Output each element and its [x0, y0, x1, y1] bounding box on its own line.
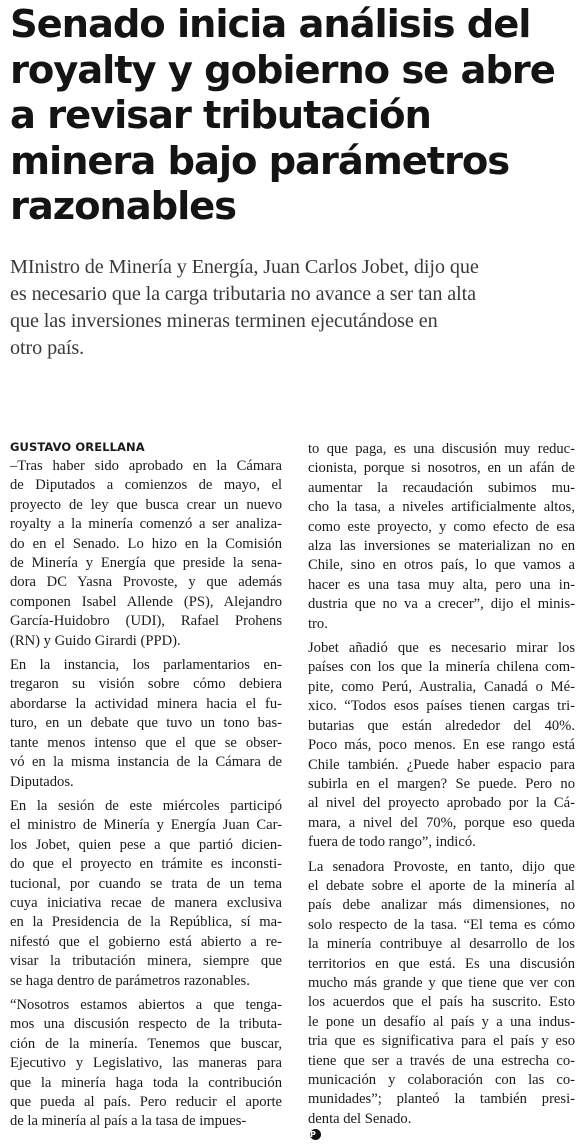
headline-line: a revisar tributación: [10, 93, 431, 138]
body-line: mos una discusión respecto de la tributa-: [10, 1016, 282, 1033]
body-line: cho la tasa, a niveles artificialmente altos,: [308, 499, 575, 516]
body-line: alza las inversiones se materializan no en: [308, 538, 575, 555]
body-line: vó en la misma instancia de la Cámara de: [10, 754, 282, 771]
body-paragraph: [10, 656, 282, 792]
body-paragraph: [308, 440, 575, 634]
body-line: que pueda al país. Pero reducir el aporte: [10, 1094, 282, 1110]
lead-line: que las inversiones mineras terminen ejecutándose en: [10, 309, 438, 332]
body-line: En la instancia, los parlamentarios en-: [10, 657, 282, 674]
body-line: tro.: [308, 615, 328, 632]
body-line: el ministro de Minería y Energía Juan Car-: [10, 817, 282, 834]
body-line: visar la tributación minera, siempre que: [10, 953, 282, 970]
body-line: de Diputados a comienzos de mayo, el: [10, 477, 282, 494]
body-line: que la minería haga toda la contribución: [10, 1074, 282, 1091]
byline: GUSTAVO ORELLANA: [10, 440, 145, 454]
body-paragraph: [308, 858, 575, 1141]
body-paragraph: [10, 457, 282, 651]
lead-line: otro país.: [10, 336, 85, 359]
body-line: nifestó que el gobierno está abierto a re-: [10, 933, 282, 950]
body-line: dora DC Yasna Provoste, y que además: [10, 574, 282, 591]
body-line: tria que es significativa para el país y eso: [308, 1033, 575, 1050]
right-column: [308, 440, 575, 1140]
body-line: García-Huidobro (UDI), Rafael Prohens: [10, 613, 282, 630]
end-of-article-icon: P: [310, 1129, 321, 1140]
lead-paragraph: [10, 254, 577, 362]
headline-line: razonables: [10, 184, 236, 229]
body-line: los acuerdos que el país ha suscrito. Esto: [308, 994, 575, 1011]
body-line: componen Isabel Allende (PS), Alejandro: [10, 593, 282, 610]
body-line: do en el Senado. Lo hizo en la Comisión: [10, 535, 282, 552]
body-line: le pone un desafío al país y a una indus-: [308, 1013, 575, 1030]
body-line: tante menos intenso que el que se obser-: [10, 734, 282, 751]
body-line: xico. “Todos esos países tienen cargas tri-: [308, 698, 575, 715]
body-line: subirla en el margen? Se puede. Pero no: [308, 775, 575, 792]
body-line: Chile, sino en otros país, lo que vamos a: [308, 557, 575, 574]
body-line: munidades”; planteó la también presi-: [308, 1091, 575, 1108]
body-line: denta del Senado. P: [308, 1110, 412, 1140]
body-line: se haga dentro de parámetros razonables.: [10, 972, 250, 989]
body-paragraph: [308, 639, 575, 852]
body-line: Ejecutivo y Legislativo, las maneras para: [10, 1055, 282, 1072]
body-line: to que paga, es una discusión muy reduc-: [308, 441, 575, 457]
body-line: aumentar la recaudación subimos mu-: [308, 479, 575, 496]
body-line: dustria que no va a crecer”, dijo el minis-: [308, 596, 575, 613]
headline-line: minera bajo parámetros: [10, 138, 510, 184]
body-line: En la sesión de este miércoles participó: [10, 797, 282, 814]
body-line: en la Presidencia de la República, sí ma-: [10, 914, 282, 931]
body-paragraph: [10, 797, 282, 991]
body-line: cionista, porque si nosotros, en un afán de: [308, 460, 575, 477]
body-line: do que el proyecto en trámite es inconsti-: [10, 856, 282, 873]
body-line: turo, en un debate que tuvo un tono bas-: [10, 715, 282, 732]
body-line: mucho más grande y que tiene que ver con: [308, 974, 575, 991]
body-line: butarias que están alrededor del 40%.: [308, 717, 575, 734]
body-line: ción de la minería. Tenemos que buscar,: [10, 1035, 282, 1052]
body-line: tiene que ser a través de una estrecha co-: [308, 1052, 575, 1069]
body-line: hacer es una tasa muy alta, pero una in-: [308, 576, 575, 593]
body-line: el debate sobre el aporte de la minería al: [308, 877, 575, 894]
body-line: la minería contribuye al desarrollo de los: [308, 936, 575, 953]
body-line: al nivel del proyecto aprobado por la Cá-: [308, 795, 575, 812]
lead-line: MInistro de Minería y Energía, Juan Carlos Jobet, dijo que: [10, 255, 479, 278]
body-line: solo respecto de la tasa. “El tema es cómo: [308, 916, 575, 933]
headline-line: Senado inicia análisis del: [10, 2, 531, 47]
body-line: “Nosotros estamos abiertos a que tenga-: [10, 996, 282, 1013]
body-line: fuera de todo rango”, indicó.: [308, 834, 476, 851]
lead-line: es necesario que la carga tributaria no avance a ser tan alta: [10, 282, 476, 305]
left-column: [10, 440, 282, 1140]
body-line: territorios en que está. Es una discusión: [308, 955, 575, 972]
article-body: [10, 440, 575, 1140]
body-line: como este proyecto, y como efecto de esa: [308, 518, 575, 535]
body-line: Jobet añadió que es necesario mirar los: [308, 640, 575, 657]
body-line: royalty a la minería comenzó a ser analiza-: [10, 516, 282, 533]
body-line: –Tras haber sido aprobado en la Cámara: [10, 458, 282, 474]
headline: [10, 0, 577, 230]
body-paragraph: [10, 996, 282, 1132]
body-line: mara, a nivel del 70%, porque eso queda: [308, 814, 575, 831]
body-line: países con los que la minería chilena com-: [308, 659, 575, 676]
body-line: La senadora Provoste, en tanto, dijo que: [308, 858, 575, 875]
body-line: los Jobet, quien pese a que partió dicien-: [10, 836, 282, 853]
body-line: proyecto de ley que busca crear un nuevo: [10, 496, 282, 513]
body-line: pite, como Perú, Australia, Canadá o Mé-: [308, 678, 575, 695]
body-line: tucional, por cuando se trata de un tema: [10, 875, 282, 892]
body-line: municación y colaboración con las co-: [308, 1072, 575, 1088]
body-line: (RN) y Guido Girardi (PPD).: [10, 632, 181, 649]
body-line: de Minería y Energía que preside la sena-: [10, 555, 282, 572]
body-line: país debe analizar más dimensiones, no: [308, 897, 575, 914]
body-line: de la minería al país a la tasa de impues-: [10, 1113, 247, 1130]
body-line: Diputados.: [10, 773, 74, 790]
body-line: abordarse la actividad minera hacia el fu-: [10, 695, 282, 712]
body-line: Poco más, poco menos. En ese rango está: [308, 737, 575, 754]
body-line: cuya iniciativa recae de manera exclusiva: [10, 894, 282, 911]
body-line: Chile también. ¿Puede haber espacio para: [308, 756, 575, 773]
body-line: tregaron su visión sobre cómo debiera: [10, 676, 282, 693]
headline-line: royalty y gobierno se abre: [10, 47, 555, 93]
